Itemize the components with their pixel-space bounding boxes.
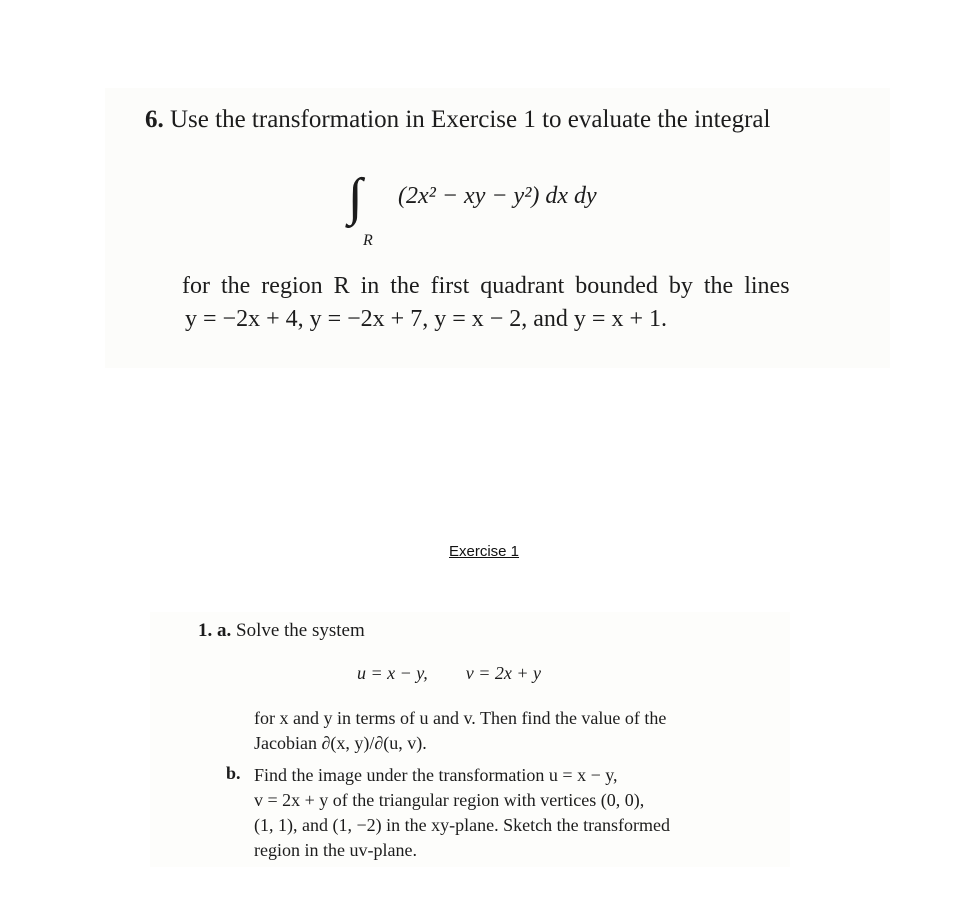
- part-b-line: (1, 1), and (1, −2) in the xy-plane. Sketch the transformed: [254, 815, 671, 835]
- exercise-1-number: 1. a.: [198, 620, 232, 641]
- exercise-1-heading: [198, 620, 365, 642]
- system-equation-u: u = x − y,: [357, 663, 428, 683]
- part-a-text: [254, 706, 666, 756]
- part-a-line: Jacobian ∂(x, y)/∂(u, v).: [254, 733, 427, 753]
- integrand: (2x² − xy − y²) dx dy: [398, 183, 597, 209]
- problem-6-heading: [145, 106, 770, 134]
- exercise-1-link[interactable]: Exercise 1: [449, 543, 520, 560]
- region-description-line-2: y = −2x + 4, y = −2x + 7, y = x − 2, and y = x + 1.: [185, 306, 668, 332]
- part-b-line: region in the uv-plane.: [254, 840, 417, 860]
- part-b-line: Find the image under the transformation u = x − y,: [254, 765, 618, 785]
- problem-6-heading-text: Use the transformation in Exercise 1 to evaluate the integral: [170, 106, 771, 133]
- transformation-system: [357, 663, 541, 684]
- part-b-label: b.: [226, 763, 241, 783]
- double-integral-sign: ∫∫: [348, 169, 349, 226]
- integral-region-subscript: R: [363, 232, 373, 249]
- part-a-line: for x and y in terms of u and v. Then find the value of the: [254, 708, 667, 728]
- exercise-1-heading-text: Solve the system: [236, 620, 365, 641]
- part-b-text: [254, 763, 670, 863]
- region-description-line-1: for the region R in the first quadrant bounded by the lines: [182, 273, 790, 299]
- part-b-line: v = 2x + y of the triangular region with vertices (0, 0),: [254, 790, 645, 810]
- system-equation-v: v = 2x + y: [465, 663, 542, 683]
- problem-6-number: 6.: [145, 106, 164, 133]
- double-integral: [348, 169, 668, 252]
